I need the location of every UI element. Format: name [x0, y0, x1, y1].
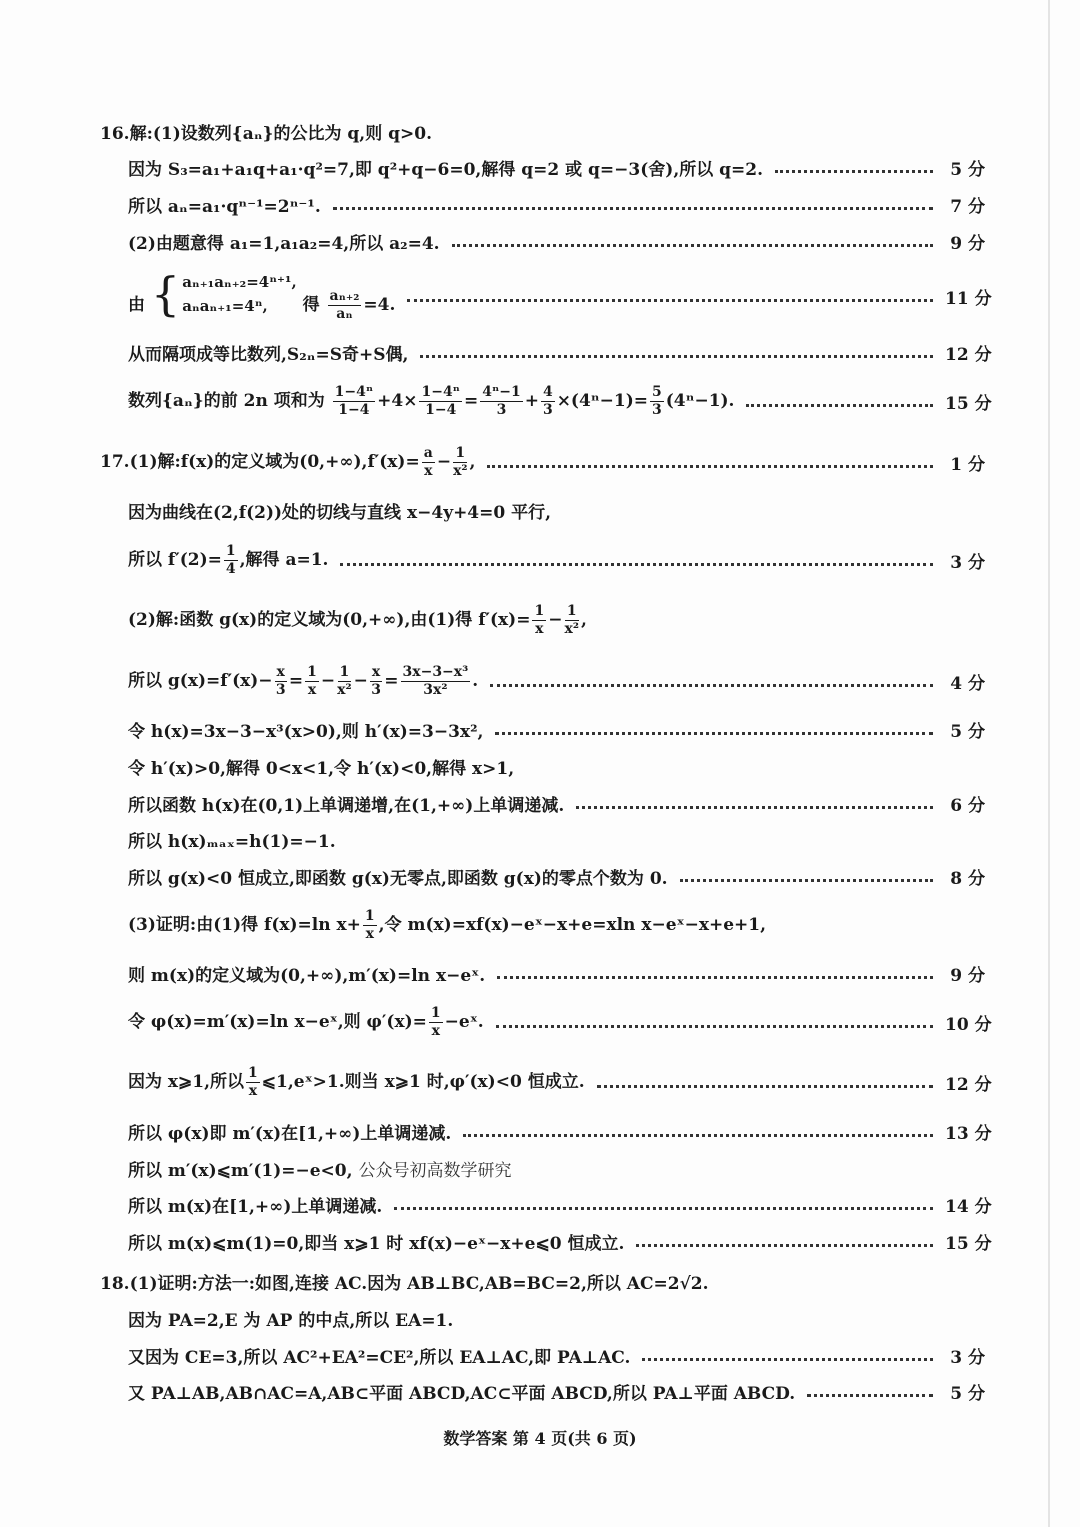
q16-line: 所以 aₙ=a₁·qⁿ⁻¹=2ⁿ⁻¹. 7 分 — [128, 191, 985, 217]
q17-line: 所以 h(x)ₘₐₓ=h(1)=−1. — [128, 831, 336, 852]
q16-line: 因为 S₃=a₁+a₁q+a₁·q²=7,即 q²+q−6=0,解得 q=2 或 q=−3(舍),所以 q=2. 5 分 — [128, 154, 985, 180]
score: 9 分 — [950, 233, 985, 254]
score: 13 分 — [945, 1123, 992, 1144]
score: 5 分 — [950, 721, 985, 742]
q18-line: 18.(1)证明:方法一:如图,连接 AC.因为 AB⊥BC,AB=BC=2,所以 AC=2√2. — [100, 1273, 709, 1294]
fraction: $\frac{1}{x}$ — [430, 1004, 441, 1039]
fraction: $\frac{x}{3}$ — [275, 663, 286, 698]
fraction: $\frac{a}{x}$ — [423, 444, 433, 479]
q17-line: 令 h(x)=3x−3−x³(x>0),则 h′(x)=3−3x², 5 分 — [128, 716, 985, 742]
q17-line: 因为 x⩾1,所以 $\frac{1}{x}$ ⩽1,eˣ>1.则当 x⩾1 时,φ′(x)<0 恒成立. 12 分 — [128, 1064, 992, 1099]
fraction: $\frac{1}{x}$ — [534, 602, 545, 637]
score: 15 分 — [945, 393, 992, 414]
q18-line: 因为 PA=2,E 为 AP 的中点,所以 EA=1. — [128, 1310, 454, 1331]
score: 10 分 — [945, 1014, 992, 1035]
score: 1 分 — [950, 454, 985, 475]
q16-sum-line: 数列{aₙ}的前 2n 项和为 $\frac{\text{1−4ⁿ}}{1-4}$ +4× $\frac{\text{1−4ⁿ}}{1-4}$ = $\frac{\text{4ⁿ−1}}{3}$ + $\frac{4}{3}$ ×(4ⁿ−1)= $\frac{5}{3}$ (4ⁿ−1). 15 分 — [128, 383, 992, 418]
q16-system-line: 由 { aₙ₊₁aₙ₊₂=4ⁿ⁺¹, aₙaₙ₊₁=4ⁿ, 得 $\frac{\text{aₙ₊₂}}{\text{aₙ}}$ =4. 11 分 — [128, 266, 992, 322]
q17-line: 所以 m(x)⩽m(1)=0,即当 x⩾1 时 xf(x)−eˣ−x+e⩽0 恒成立. 15 分 — [128, 1228, 985, 1254]
score: 5 分 — [950, 159, 985, 180]
q17-line: 所以 m′(x)⩽m′(1)=−e<0, 公众号初高数学研究 — [128, 1155, 985, 1181]
q17-line: 17.(1)解:f(x)的定义域为(0,+∞),f′(x)= $\frac{a}{x}$ − $\frac{1}{\text{x²}}$ , 1 分 — [100, 444, 985, 479]
equation-system: { aₙ₊₁aₙ₊₂=4ⁿ⁺¹, aₙaₙ₊₁=4ⁿ, — [150, 266, 297, 321]
fraction: $\frac{5}{3}$ — [652, 383, 662, 418]
q16-line: (2)由题意得 a₁=1,a₁a₂=4,所以 a₂=4. 9 分 — [128, 228, 985, 254]
score: 14 分 — [945, 1196, 992, 1217]
score: 3 分 — [950, 552, 985, 573]
fraction: $\frac{4}{3}$ — [542, 383, 553, 418]
fraction: $\frac{1}{\text{x²}}$ — [564, 602, 579, 637]
fraction: $\frac{\text{1−4ⁿ}}{1-4}$ — [334, 383, 374, 418]
fraction: $\frac{1}{x}$ — [307, 663, 317, 698]
q16-line: 从而隔项成等比数列,S₂ₙ=S奇+S偶, 12 分 — [128, 339, 985, 365]
fraction: $\frac{1}{4}$ — [225, 542, 236, 577]
score: 7 分 — [950, 196, 985, 217]
score: 9 分 — [950, 965, 985, 986]
fraction: $\frac{\text{1−4ⁿ}}{1-4}$ — [421, 383, 460, 418]
score: 12 分 — [945, 1074, 992, 1095]
fraction: $\frac{1}{\text{x²}}$ — [453, 444, 468, 479]
q17-line: 令 h′(x)>0,解得 0<x<1,令 h′(x)<0,解得 x>1, — [128, 758, 515, 779]
page-edge — [1048, 0, 1050, 1527]
q17-line: 因为曲线在(2,f(2))处的切线与直线 x−4y+4=0 平行, — [128, 502, 552, 523]
q17-line: 所以 g(x)<0 恒成立,即函数 g(x)无零点,即函数 g(x)的零点个数为 0. 8 分 — [128, 863, 985, 889]
q17-line: 令 φ(x)=m′(x)=ln x−eˣ,则 φ′(x)= $\frac{1}{x}$ −eˣ. 10 分 — [128, 1004, 992, 1039]
watermark-text: 公众号初高数学研究 — [358, 1160, 512, 1181]
score: 15 分 — [945, 1233, 992, 1254]
q17-line: 所以 φ(x)即 m′(x)在[1,+∞)上单调递减. 13 分 — [128, 1118, 985, 1144]
score: 6 分 — [950, 795, 985, 816]
score: 3 分 — [950, 1347, 985, 1368]
fraction: $\frac{1}{\text{x²}}$ — [337, 663, 352, 698]
q17-line: 则 m(x)的定义域为(0,+∞),m′(x)=ln x−eˣ. 9 分 — [128, 960, 985, 986]
score: 4 分 — [950, 673, 985, 694]
q17-line: 所以 g(x)=f′(x)− $\frac{x}{3}$ = $\frac{1}{x}$ − $\frac{1}{\text{x²}}$ − $\frac{x}{3}$ = $\frac{\text{3x−3−x³}}{\text{3x²}}$ . 4 分 — [128, 663, 985, 698]
score: 5 分 — [950, 1383, 985, 1404]
fraction: $\frac{1}{x}$ — [248, 1064, 258, 1099]
fraction: $\frac{\text{3x−3−x³}}{\text{3x²}}$ — [402, 663, 469, 698]
fraction: $\frac{1}{x}$ — [364, 907, 375, 942]
fraction: $\frac{\text{4ⁿ−1}}{3}$ — [482, 383, 521, 418]
q17-line: 所以 f′(2)= $\frac{1}{4}$ ,解得 a=1. 3 分 — [128, 542, 985, 577]
q17-line: 所以函数 h(x)在(0,1)上单调递增,在(1,+∞)上单调递减. 6 分 — [128, 790, 985, 816]
q18-line: 又因为 CE=3,所以 AC²+EA²=CE²,所以 EA⊥AC,即 PA⊥AC. 3 分 — [128, 1342, 985, 1368]
score: 8 分 — [950, 868, 985, 889]
page-footer: 数学答案 第 4 页(共 6 页) — [443, 1429, 637, 1448]
fraction: $\frac{\text{aₙ₊₂}}{\text{aₙ}}$ — [329, 287, 360, 322]
q17-line: 所以 m(x)在[1,+∞)上单调递减. 14 分 — [128, 1191, 985, 1217]
q17-line: (3)证明:由(1)得 f(x)=ln x+ $\frac{1}{x}$ ,令 m(x)=xf(x)−eˣ−x+e=xln x−eˣ−x+e+1, — [128, 907, 767, 942]
q17-line: (2)解:函数 g(x)的定义域为(0,+∞),由(1)得 f′(x)= $\frac{1}{x}$ − $\frac{1}{\text{x²}}$ , — [128, 602, 587, 637]
q18-line: 又 PA⊥AB,AB∩AC=A,AB⊂平面 ABCD,AC⊂平面 ABCD,所以 PA⊥平面 ABCD. 5 分 — [128, 1378, 985, 1404]
fraction: $\frac{x}{3}$ — [371, 663, 381, 698]
score: 11 分 — [945, 288, 992, 309]
score: 12 分 — [945, 344, 992, 365]
q16-intro: 16.解:(1)设数列{aₙ}的公比为 q,则 q>0. — [100, 123, 432, 144]
